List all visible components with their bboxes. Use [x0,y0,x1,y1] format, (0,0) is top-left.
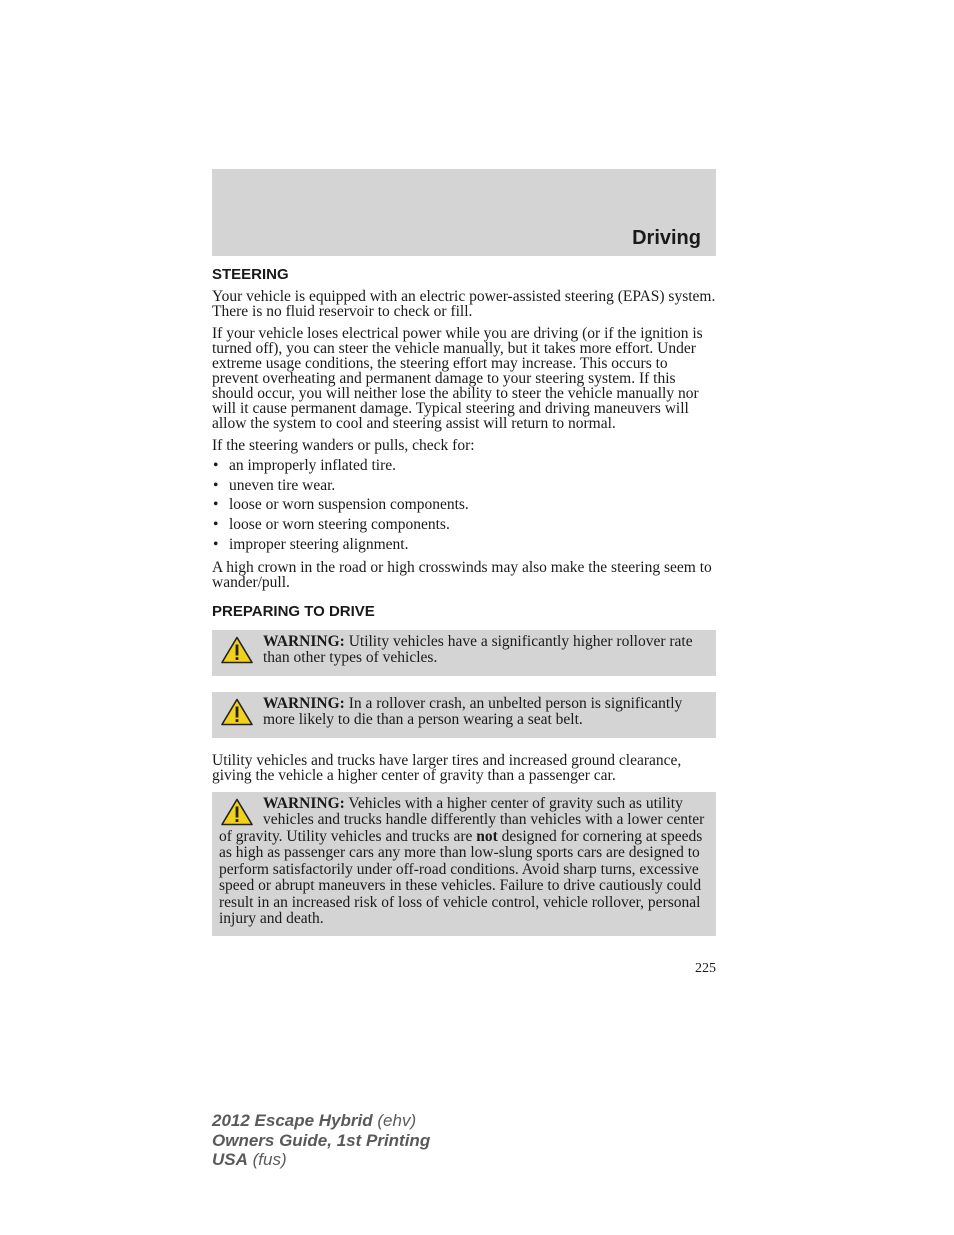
footer-line-3 [212,1150,430,1170]
list-item [212,517,716,532]
warning-box-unbelted [212,692,716,738]
warning-triangle-icon [221,798,253,826]
warning-triangle-icon [221,698,253,726]
warning-label: WARNING: [263,794,345,812]
list-item-text: uneven tire wear. [229,476,336,494]
section-header-band [212,169,716,256]
list-item [212,458,716,473]
utility-vehicle-paragraph: Utility vehicles and trucks have larger tires and increased ground clearance, giving the vehicle a higher center of gravity than a passenger car. [212,751,682,784]
steering-paragraph-2: If your vehicle loses electrical power while you are driving (or if the ignition is turned off), you can steer the vehicle manually, but it takes more effort. Under extreme usage conditions, the steering effort may increase. This occurs to prevent overheating and permanent damage to your steering system. If this should occur, you will neither lose the ability to steer the vehicle manually nor will it cause permanent damage. Typical steering and driving maneuvers will allow the system to cool and steering assist will return to normal. [212,325,703,432]
bullet-glyph: • [213,516,219,534]
list-item-text: loose or worn steering components. [229,516,450,534]
list-item-text: improper steering alignment. [229,535,409,553]
footer-printing: Owners Guide, 1st Printing [212,1130,431,1150]
footer-market-code: (fus) [247,1150,287,1169]
list-item-text: loose or worn suspension components. [229,496,469,514]
warning-text-part1: Vehicles with a higher center of gravity such as utility vehicles and trucks handle differently than vehicles with a lower center of gravity. Utility vehicles and trucks are [219,794,705,845]
warning-text-part2: designed for cornering at speeds as high as passenger cars any more than low-slung sports cars are designed to perform satisfactorily under off-road conditions. Avoid sharp turns, excessive speed or abrupt maneuvers in these vehicles. Failure to drive cautiously could result in an increased risk of loss of vehicle control, vehicle rollover, personal injury and death. [219,827,703,928]
bullet-glyph: • [213,535,219,553]
page-number: 225 [695,961,716,976]
footer-model: 2012 Escape Hybrid [212,1111,373,1130]
footer-line-2 [212,1131,430,1151]
list-item [212,497,716,512]
steering-heading: STEERING [212,266,289,283]
page-content [212,266,716,936]
steering-paragraph-3: If the steering wanders or pulls, check for: [212,437,475,454]
warning-box-center-of-gravity [212,792,716,936]
bullet-glyph: • [213,476,219,494]
steering-paragraph-4: A high crown in the road or high crosswinds may also make the steering seem to wander/pull. [212,558,712,591]
warning-label: WARNING: [263,632,345,650]
warning-box-rollover-rate [212,630,716,676]
document-footer [212,1111,430,1170]
warning-label: WARNING: [263,694,345,712]
steering-paragraph-1: Your vehicle is equipped with an electric power-assisted steering (EPAS) system. There is no fluid reservoir to check or fill. [212,288,716,320]
footer-line-1 [212,1111,430,1131]
bullet-glyph: • [213,457,219,474]
warning-text: Utility vehicles have a significantly higher rollover rate than other types of vehicles. [263,632,693,667]
section-title: Driving [632,227,701,249]
warning-emphasis: not [476,827,498,845]
footer-market: USA [212,1150,248,1169]
bullet-glyph: • [213,496,219,514]
list-item [212,537,716,552]
warning-triangle-icon [221,636,253,664]
list-item [212,478,716,493]
preparing-heading: PREPARING TO DRIVE [212,602,375,620]
list-item-text: an improperly inflated tire. [229,457,396,474]
warning-text: In a rollover crash, an unbelted person is significantly more likely to die than a person wearing a seat belt. [263,694,683,729]
steering-check-list [212,458,716,552]
footer-model-code: (ehv) [372,1111,417,1130]
